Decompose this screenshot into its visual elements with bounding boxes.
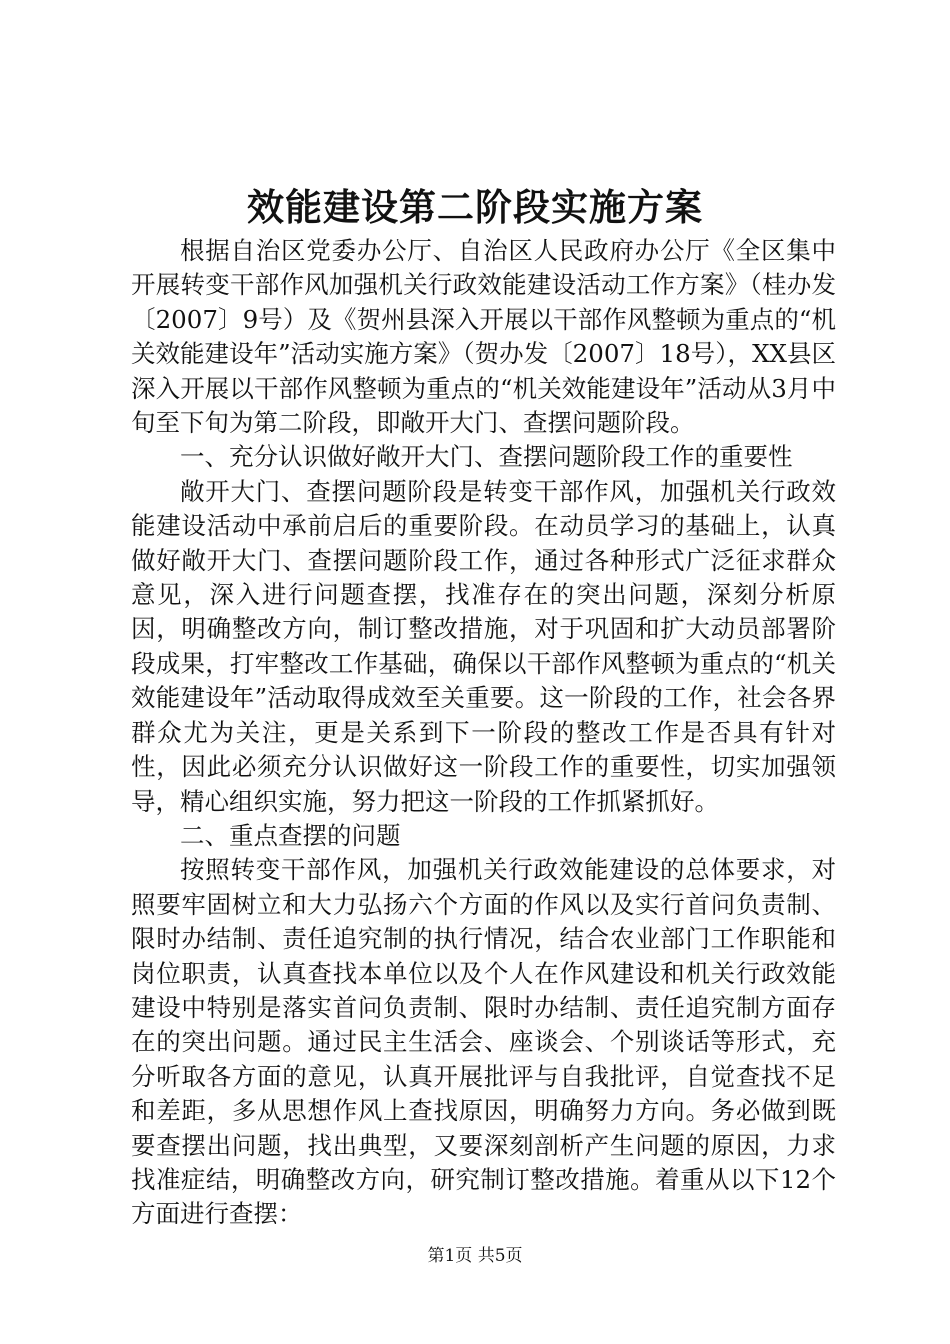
paragraph-section-2: 按照转变干部作风，加强机关行政效能建设的总体要求，对照要牢固树立和大力弘扬六个方面的作风以及实行首问负责制、限时办结制、责任追究制的执行情况，结合农业部门工作职能和岗位职责，认真查找本单位以及个人在作风建设和机关行政效能建设中特别是落实首问负责制、限时办结制、责任追究制方面存在的突出问题。通过民主生活会、座谈会、个别谈话等形式，充分听取各方面的意见，认真开展批评与自我批评，自觉查找不足和差距，多从思想作风上查找原因，明确努力方向。务必做到既要查摆出问题，找出典型，又要深刻剖析产生问题的原因，力求找准症结，明确整改方向，研究制订整改措施。着重从以下12个方面进行查摆： — [131, 855, 836, 1229]
document-title: 效能建设第二阶段实施方案 — [247, 185, 703, 229]
paragraph-section-1: 敞开大门、查摆问题阶段是转变干部作风，加强机关行政效能建设活动中承前启后的重要阶段。在动员学习的基础上，认真做好敞开大门、查摆问题阶段工作，通过各种形式广泛征求群众意见，深入进行问题查摆，找准存在的突出问题，深刻分析原因，明确整改方向，制订整改措施，对于巩固和扩大动员部署阶段成果，打牢整改工作基础，确保以干部作风整顿为重点的“机关效能建设年”活动取得成效至关重要。这一阶段的工作，社会各界群众尤为关注，更是关系到下一阶段的整改工作是否具有针对性，因此必须充分认识做好这一阶段工作的重要性，切实加强领导，精心组织实施，努力把这一阶段的工作抓紧抓好。 — [131, 476, 836, 816]
page-footer: 第1页 共5页 — [427, 1246, 523, 1266]
section-heading-2: 二、重点查摆的问题 — [180, 820, 401, 850]
section-heading-1: 一、充分认识做好敞开大门、查摆问题阶段工作的重要性 — [180, 442, 793, 472]
paragraph-intro: 根据自治区党委办公厅、自治区人民政府办公厅《全区集中开展转变干部作风加强机关行政效能建设活动工作方案》（桂办发〔2007〕9号）及《贺州县深入开展以干部作风整顿为重点的“机关效能建设年”活动实施方案》（贺办发〔2007〕18号），XX县区深入开展以干部作风整顿为重点的“机关效能建设年”活动从3月中旬至下旬为第二阶段，即敞开大门、查摆问题阶段。 — [131, 236, 836, 438]
document-body — [131, 234, 836, 1232]
